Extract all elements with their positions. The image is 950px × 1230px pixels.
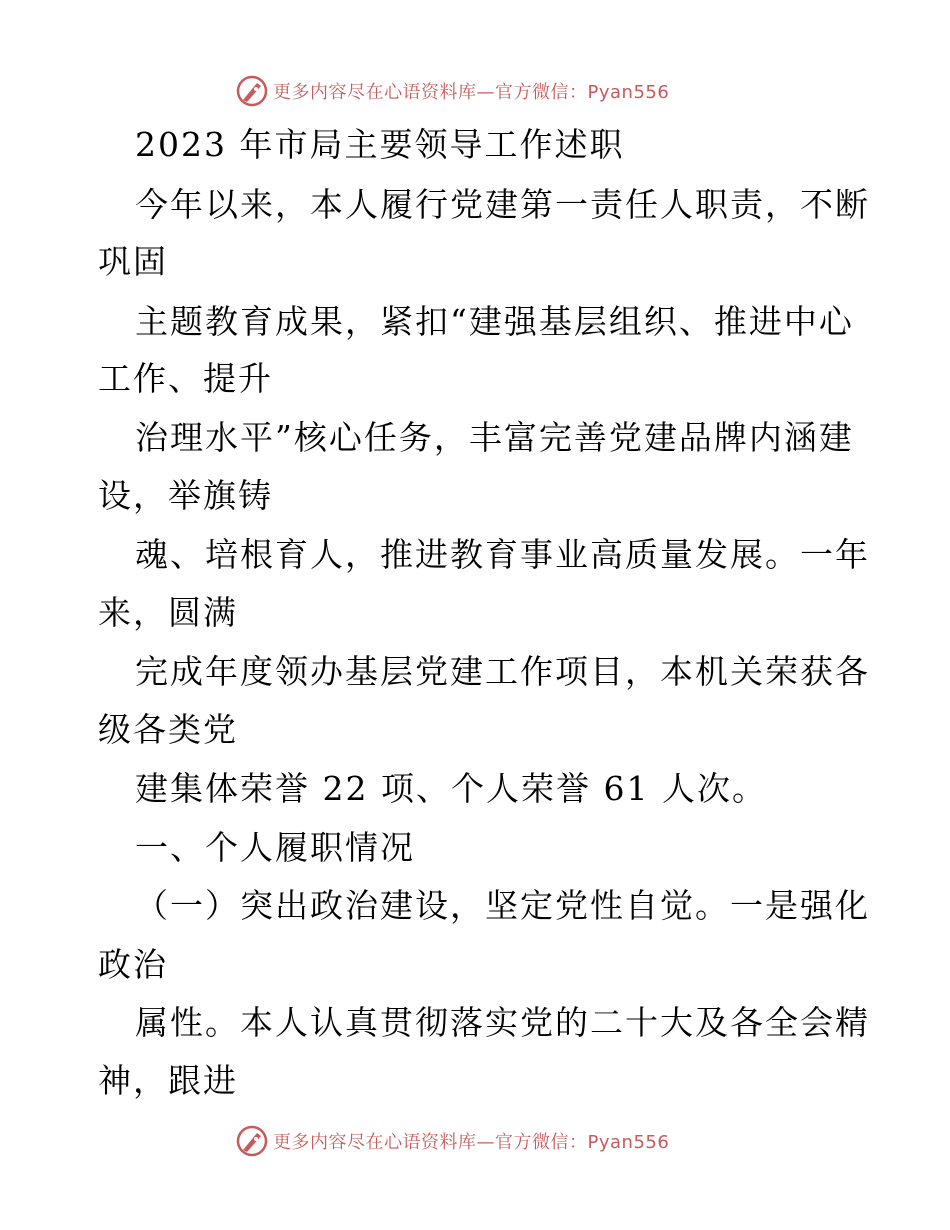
watermark-text: 更多内容尽在心语资料库—官方微信：Pyan556: [273, 82, 670, 103]
document-title: 2023 年市局主要领导工作述职: [135, 125, 625, 164]
watermark-banner-bottom: [235, 1123, 669, 1159]
text-line: 主题教育成果，紧扣“建强基层组织、推进中心: [135, 302, 854, 341]
text-line: 属性。本人认真贯彻落实党的二十大及各全会精: [135, 1003, 870, 1042]
pen-logo-icon: [235, 74, 269, 108]
text-line: （一）突出政治建设，坚定党性自觉。一是强化: [135, 886, 870, 925]
text-line: 魂、培根育人，推进教育事业高质量发展。一年: [135, 535, 870, 574]
text-line: 神，跟进: [98, 1061, 238, 1100]
section-heading: 一、个人履职情况: [135, 828, 415, 867]
text-line: 巩固: [98, 242, 168, 281]
pen-logo-icon: [235, 1124, 269, 1158]
text-line: 今年以来，本人履行党建第一责任人职责，不断: [135, 185, 870, 224]
text-line: 政治: [98, 945, 168, 984]
watermark-text: 更多内容尽在心语资料库—官方微信：Pyan556: [273, 1132, 670, 1153]
text-line: 级各类党: [98, 710, 238, 749]
watermark-banner-top: [235, 73, 669, 109]
text-line: 工作、提升: [98, 359, 273, 398]
text-line: 来，圆满: [98, 593, 238, 632]
text-line: 建集体荣誉 22 项、个人荣誉 61 人次。: [135, 769, 767, 808]
text-line: 设，举旗铸: [98, 476, 273, 515]
text-line: 完成年度领办基层党建工作项目，本机关荣获各: [135, 652, 870, 691]
text-line: 治理水平”核心任务，丰富完善党建品牌内涵建: [135, 418, 854, 457]
